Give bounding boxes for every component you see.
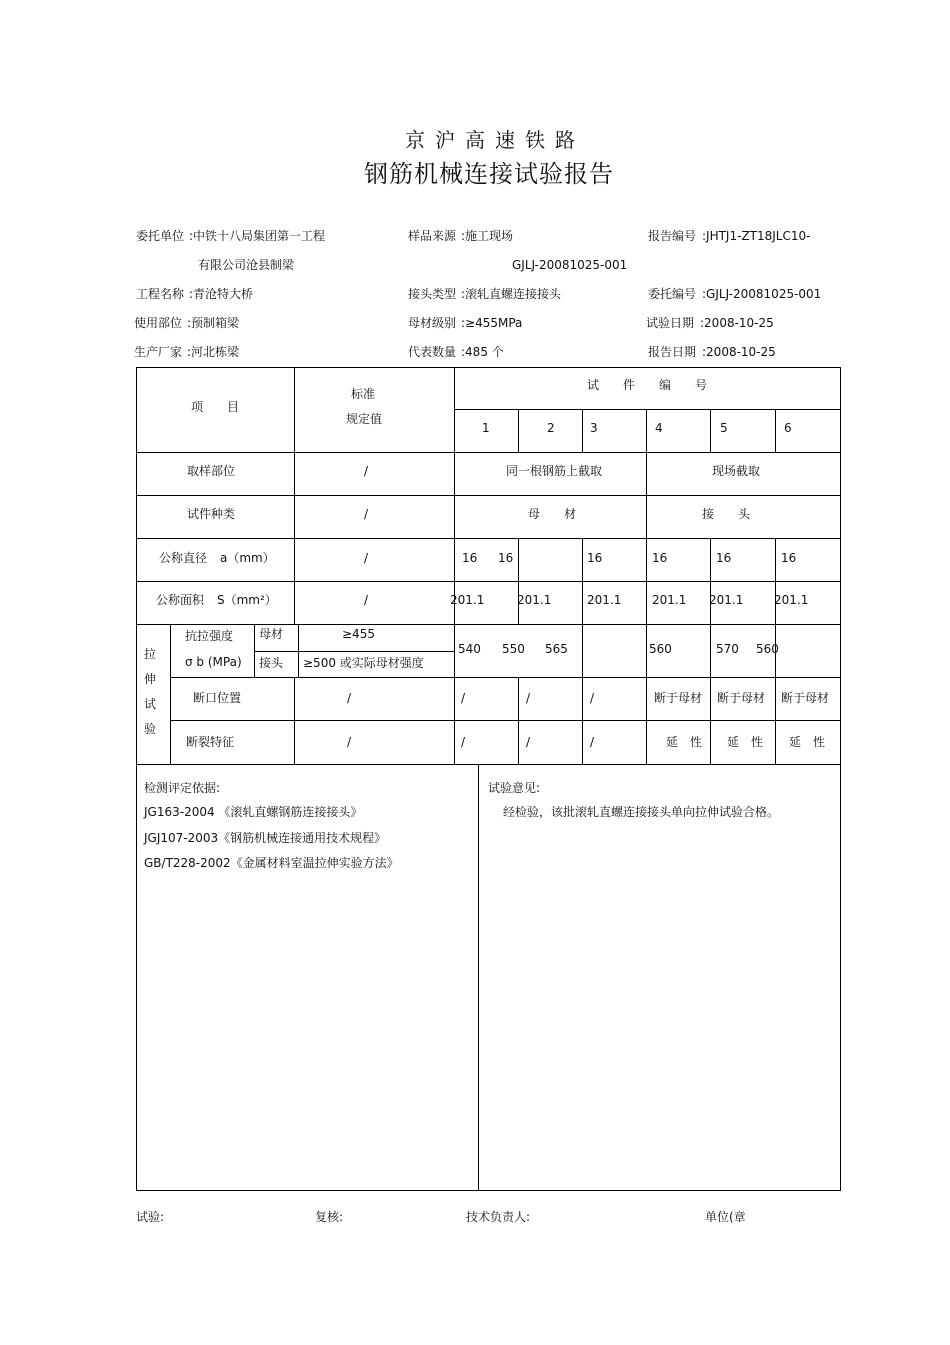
kind-std: /	[363, 507, 369, 521]
area-value-2: 201.1	[517, 593, 552, 607]
parent-label: 母材	[259, 627, 284, 641]
specimen-number-5: 5	[720, 421, 728, 435]
qty-label: 代表数量	[408, 345, 457, 359]
fracture-pos-std: /	[347, 691, 352, 705]
area-value-3: 201.1	[587, 593, 622, 607]
specimen-number-2: 2	[547, 421, 555, 435]
client-value-2: 有限公司沧县制梁	[198, 258, 295, 272]
kind-right: 接 头	[701, 507, 750, 521]
diameter-value-5: 16	[716, 551, 732, 565]
diameter-value-3: 16	[587, 551, 603, 565]
fracture-feat-value-3: /	[590, 735, 595, 749]
strength-value-2: 550	[502, 642, 525, 656]
source-label: 样品来源	[408, 229, 457, 243]
fracture-feat-value-4: 延 性	[666, 735, 703, 749]
tensile-group-label-3: 试	[144, 697, 157, 711]
footer-tester: 试验:	[136, 1210, 165, 1224]
sampling-label: 取样部位	[186, 464, 235, 478]
basis-line-3: GB/T228-2002《金属材料室温拉伸实验方法》	[144, 856, 399, 870]
footer-reviewer: 复核:	[315, 1210, 344, 1224]
parent-std: ≥455	[342, 627, 375, 641]
strength-value-3: 565	[545, 642, 568, 656]
area-label: 公称面积	[156, 593, 205, 607]
usage-label: 使用部位	[134, 316, 183, 330]
sampling-std: /	[363, 464, 369, 478]
area-std: /	[363, 593, 369, 607]
client-label: 委托单位	[136, 229, 185, 243]
grade-label: 母材级别	[408, 316, 457, 330]
opinion-text: 经检验，该批滚轧直螺连接接头单向拉伸试验合格。	[503, 805, 780, 819]
fracture-pos-value-3: /	[590, 691, 595, 705]
test-date-value: :2008-10-25	[700, 316, 774, 330]
fracture-feat-label: 断裂特征	[186, 735, 235, 749]
joint-label: 接头	[259, 656, 284, 670]
basis-title: 检测评定依据:	[144, 781, 221, 795]
joint-std: ≥500 或实际母材强度	[303, 656, 424, 670]
fracture-feat-value-6: 延 性	[789, 735, 826, 749]
area-value-6: 201.1	[774, 593, 809, 607]
opinion-title: 试验意见:	[488, 781, 541, 795]
fracture-pos-value-6: 断于母材	[781, 691, 830, 705]
joint-type-label: 接头类型	[408, 287, 457, 301]
specimen-header: 试 件 编 号	[586, 378, 707, 392]
fracture-pos-value-1: /	[461, 691, 466, 705]
basis-line-1: JG163-2004 《滚轧直螺钢筋连接接头》	[144, 805, 363, 819]
report-date-label: 报告日期	[648, 345, 697, 359]
fracture-feat-value-5: 延 性	[727, 735, 764, 749]
report-no-value-1: :JHTJ1-ZT18JLC10-	[702, 229, 811, 243]
fracture-feat-std: /	[347, 735, 352, 749]
specimen-number-4: 4	[655, 421, 663, 435]
fracture-pos-label: 断口位置	[193, 691, 242, 705]
kind-left: 母 材	[527, 507, 576, 521]
specimen-number-6: 6	[784, 421, 792, 435]
grade-value: :≥455MPa	[461, 316, 523, 330]
strength-label: 抗拉强度	[185, 629, 234, 643]
diameter-value-4: 16	[652, 551, 668, 565]
item-header: 项 目	[190, 400, 239, 414]
fracture-pos-value-4: 断于母材	[654, 691, 703, 705]
strength-symbol: σ b (MPa)	[185, 655, 242, 669]
commission-no-label: 委托编号	[648, 287, 697, 301]
client-value-1: :中铁十八局集团第一工程	[189, 229, 326, 243]
diameter-value-2: 16	[498, 551, 514, 565]
report-no-label: 报告编号	[648, 229, 697, 243]
fracture-feat-value-1: /	[461, 735, 466, 749]
footer-unit-stamp: 单位(章	[705, 1210, 746, 1224]
kind-label: 试件种类	[186, 507, 235, 521]
tensile-group-label-1: 拉	[144, 647, 157, 661]
maker-value: :河北栋梁	[187, 345, 240, 359]
strength-value-5: 570	[716, 642, 739, 656]
report-date-value: :2008-10-25	[702, 345, 776, 359]
footer-tech-lead: 技术负责人:	[466, 1210, 531, 1224]
document-title-line2: 钢筋机械连接试验报告	[364, 160, 614, 188]
area-symbol: S（mm²）	[217, 593, 277, 607]
area-value-4: 201.1	[652, 593, 687, 607]
sampling-left: 同一根钢筋上截取	[505, 464, 602, 478]
fracture-pos-value-5: 断于母材	[717, 691, 766, 705]
specimen-number-1: 1	[482, 421, 490, 435]
area-value-1: 201.1	[450, 593, 485, 607]
strength-value-1: 540	[458, 642, 481, 656]
std-header-1: 标准	[350, 387, 375, 401]
usage-value: :预制箱梁	[187, 316, 240, 330]
specimen-number-3: 3	[590, 421, 598, 435]
strength-value-4: 560	[649, 642, 672, 656]
sampling-right: 现场截取	[711, 464, 760, 478]
basis-line-2: JGJ107-2003《钢筋机械连接通用技术规程》	[144, 831, 387, 845]
std-header-2: 规定值	[345, 412, 382, 426]
qty-value: :485 个	[461, 345, 504, 359]
diameter-std: /	[363, 551, 369, 565]
tensile-group-label-2: 伸	[144, 672, 157, 686]
diameter-value-1: 16	[462, 551, 478, 565]
joint-type-value: :滚轧直螺连接接头	[461, 287, 562, 301]
diameter-symbol: a（mm）	[220, 551, 275, 565]
source-value: :施工现场	[461, 229, 514, 243]
strength-value-6: 560	[756, 642, 779, 656]
document-title-line1: 京沪高速铁路	[405, 128, 585, 152]
report-no-value-2: GJLJ-20081025-001	[512, 258, 628, 272]
project-label: 工程名称	[136, 287, 185, 301]
fracture-pos-value-2: /	[526, 691, 531, 705]
maker-label: 生产厂家	[134, 345, 183, 359]
fracture-feat-value-2: /	[526, 735, 531, 749]
diameter-value-6: 16	[781, 551, 797, 565]
project-value: :青沧特大桥	[189, 287, 254, 301]
area-value-5: 201.1	[709, 593, 744, 607]
diameter-label: 公称直径	[159, 551, 208, 565]
test-date-label: 试验日期	[646, 316, 695, 330]
tensile-group-label-4: 验	[144, 722, 157, 736]
commission-no-value: :GJLJ-20081025-001	[702, 287, 822, 301]
